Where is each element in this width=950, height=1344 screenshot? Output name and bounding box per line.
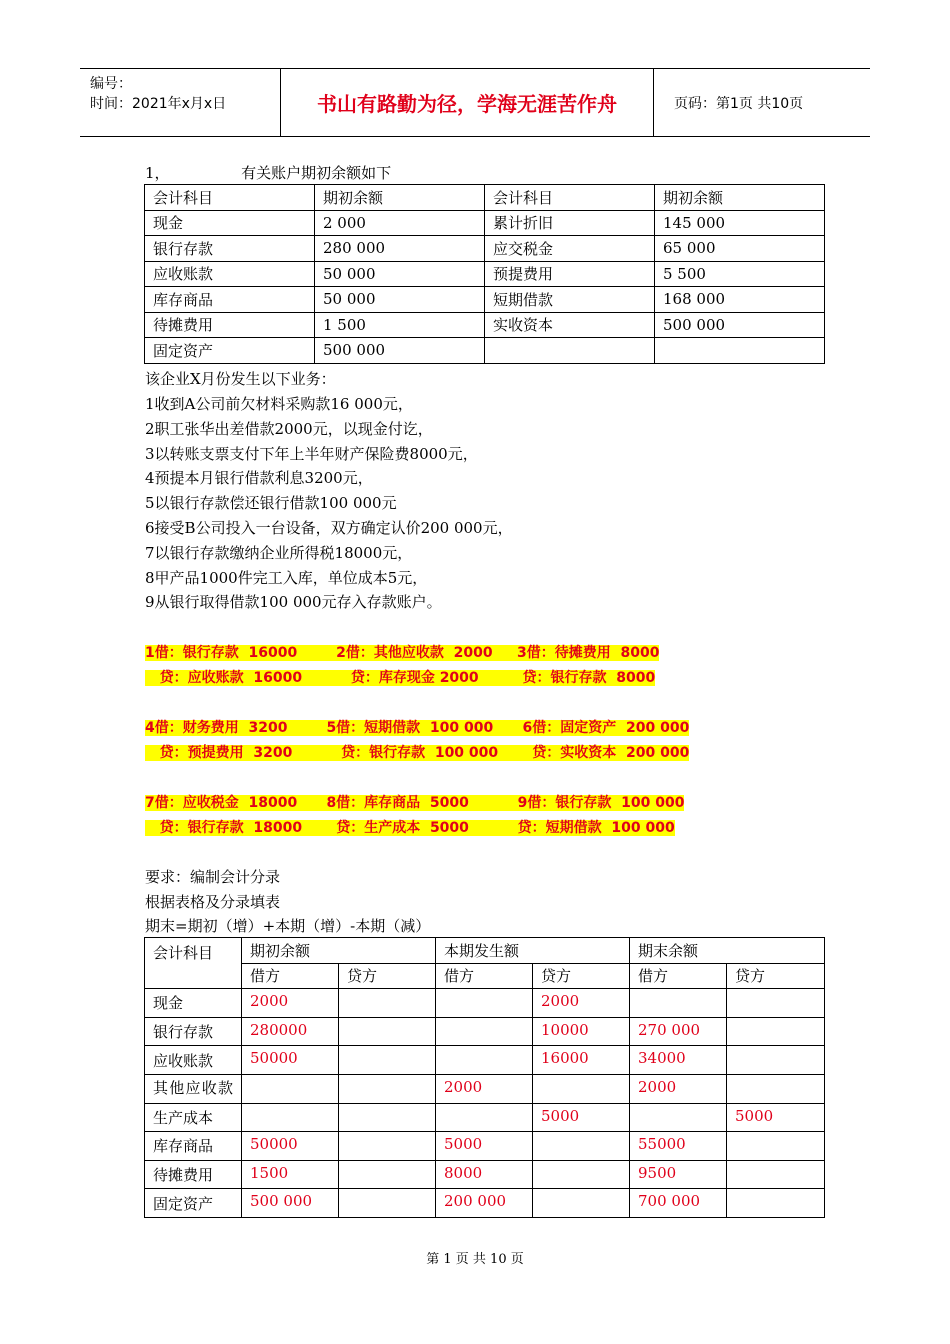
balance-fill-table [144, 937, 825, 1218]
table-subheader-row [145, 963, 825, 989]
table-cell: 会计科目 [485, 185, 655, 211]
amount-cell [436, 1017, 533, 1046]
journal-entry-line [145, 667, 655, 687]
amount-cell: 2000 [533, 989, 630, 1018]
account-name-cell: 现金 [145, 989, 242, 1018]
amount-cell: 55000 [630, 1132, 727, 1161]
table-cell: 待摊费用 [145, 312, 315, 338]
table-cell: 145 000 [655, 210, 825, 236]
table-cell: 库存商品 [145, 287, 315, 313]
amount-cell: 50000 [242, 1046, 339, 1075]
table-cell: 固定资产 [145, 338, 315, 364]
account-name-cell: 库存商品 [145, 1132, 242, 1161]
amount-cell [533, 1160, 630, 1189]
business-intro: 该企业X月份发生以下业务： [145, 370, 336, 388]
table-row [145, 1132, 825, 1161]
account-name-cell: 银行存款 [145, 1017, 242, 1046]
amount-cell: 700 000 [630, 1189, 727, 1218]
table-cell: 短期借款 [485, 287, 655, 313]
table-header-cell: 贷方 [339, 963, 436, 989]
amount-cell: 280000 [242, 1017, 339, 1046]
journal-entry-line [145, 742, 689, 762]
table-header-cell: 贷方 [533, 963, 630, 989]
amount-cell: 16000 [533, 1046, 630, 1075]
account-name-cell: 固定资产 [145, 1189, 242, 1218]
amount-cell: 10000 [533, 1017, 630, 1046]
table-row [145, 338, 825, 364]
table-row [145, 1160, 825, 1189]
amount-cell [727, 1132, 825, 1161]
table-cell: 50 000 [315, 261, 485, 287]
table-row [145, 1046, 825, 1075]
requirement-formula: 期末=期初（增）+本期（增）-本期（减） [145, 917, 431, 935]
amount-cell [339, 1103, 436, 1132]
amount-cell: 5000 [533, 1103, 630, 1132]
table-cell: 500 000 [655, 312, 825, 338]
table-row [145, 989, 825, 1018]
table-cell [485, 338, 655, 364]
amount-cell [727, 1046, 825, 1075]
transaction-item: 7以银行存款缴纳企业所得税18000元， [145, 543, 413, 562]
transaction-item: 4预提本月银行借款利息3200元， [145, 469, 373, 488]
amount-cell [339, 1074, 436, 1103]
transaction-item: 1收到A公司前欠材料采购款16 000元， [145, 395, 413, 413]
table-cell: 现金 [145, 210, 315, 236]
amount-cell [436, 989, 533, 1018]
table-cell: 银行存款 [145, 236, 315, 262]
highlighted-entry: 7借：应收税金 18000 8借：库存商品 5000 9借：银行存款 100 000 [145, 795, 685, 811]
transaction-item: 2职工张华出差借款2000元，以现金付讫， [145, 419, 433, 438]
account-name-cell: 应收账款 [145, 1046, 242, 1075]
highlighted-entry: 贷：预提费用 3200 贷：银行存款 100 000 贷：实收资本 200 000 [145, 745, 690, 761]
amount-cell: 34000 [630, 1046, 727, 1075]
question-title: 1， 有关账户期初余额如下 [145, 164, 392, 182]
table-row [145, 312, 825, 338]
amount-cell [533, 1074, 630, 1103]
amount-cell [339, 1017, 436, 1046]
amount-cell: 200 000 [436, 1189, 533, 1218]
table-cell: 65 000 [655, 236, 825, 262]
amount-cell [727, 1017, 825, 1046]
amount-cell [727, 1074, 825, 1103]
transaction-item: 3以转账支票支付下年上半年财产保险费8000元， [145, 444, 478, 463]
amount-cell: 8000 [436, 1160, 533, 1189]
amount-cell [630, 1103, 727, 1132]
transaction-item: 5以银行存款偿还银行借款100 000元 [145, 494, 397, 513]
transaction-item: 8甲产品1000件完工入库，单位成本5元， [145, 568, 428, 587]
page-info: 页码：第1页 共10页 [674, 95, 804, 112]
table-header-row [145, 938, 825, 964]
requirement-line: 要求：编制会计分录 [145, 868, 281, 886]
table-cell: 500 000 [315, 338, 485, 364]
amount-cell [339, 1160, 436, 1189]
table-cell: 实收资本 [485, 312, 655, 338]
amount-cell: 1500 [242, 1160, 339, 1189]
amount-cell [727, 989, 825, 1018]
table-header-cell: 借方 [630, 963, 727, 989]
journal-entry-line [145, 717, 689, 737]
transaction-item: 9从银行取得借款100 000元存入存款账户。 [145, 593, 442, 612]
header-page-cell [664, 69, 870, 136]
amount-cell [339, 1132, 436, 1161]
table-cell: 1 500 [315, 312, 485, 338]
transaction-item: 6接受B公司投入一台设备，双方确定认价200 000元， [145, 519, 513, 537]
table-row [145, 1103, 825, 1132]
table-header-cell: 本期发生额 [436, 938, 630, 964]
amount-cell: 5000 [727, 1103, 825, 1132]
amount-cell [533, 1189, 630, 1218]
table-row [145, 210, 825, 236]
table-cell: 期初余额 [655, 185, 825, 211]
amount-cell [242, 1074, 339, 1103]
table-cell: 2 000 [315, 210, 485, 236]
table-cell: 280 000 [315, 236, 485, 262]
table-cell: 会计科目 [145, 185, 315, 211]
table-header-cell: 借方 [436, 963, 533, 989]
page-header [80, 68, 870, 137]
amount-cell: 9500 [630, 1160, 727, 1189]
table-cell: 应交税金 [485, 236, 655, 262]
table-row [145, 1189, 825, 1218]
table-header-cell: 贷方 [727, 963, 825, 989]
table-row [145, 261, 825, 287]
amount-cell: 2000 [242, 989, 339, 1018]
highlighted-entry: 4借：财务费用 3200 5借：短期借款 100 000 6借：固定资产 200 000 [145, 720, 690, 736]
amount-cell [339, 1046, 436, 1075]
time-label: 时间：2021年x月x日 [90, 96, 227, 112]
journal-entry-line [145, 792, 684, 812]
requirement-line: 根据表格及分录填表 [145, 893, 281, 911]
table-header-cell: 借方 [242, 963, 339, 989]
journal-entry-line [145, 642, 659, 662]
table-cell: 5 500 [655, 261, 825, 287]
amount-cell: 270 000 [630, 1017, 727, 1046]
table-row [145, 287, 825, 313]
table-row [145, 1017, 825, 1046]
amount-cell [727, 1160, 825, 1189]
account-name-cell: 生产成本 [145, 1103, 242, 1132]
table-cell: 168 000 [655, 287, 825, 313]
number-label: 编号： [90, 76, 132, 92]
amount-cell [436, 1046, 533, 1075]
amount-cell: 500 000 [242, 1189, 339, 1218]
table-header-cell: 会计科目 [145, 938, 242, 989]
amount-cell [727, 1189, 825, 1218]
table-cell: 50 000 [315, 287, 485, 313]
table-row [145, 1074, 825, 1103]
amount-cell: 2000 [436, 1074, 533, 1103]
table-cell: 期初余额 [315, 185, 485, 211]
amount-cell: 2000 [630, 1074, 727, 1103]
table-cell: 预提费用 [485, 261, 655, 287]
amount-cell [533, 1132, 630, 1161]
table-header-row [145, 185, 825, 211]
amount-cell [339, 1189, 436, 1218]
amount-cell: 50000 [242, 1132, 339, 1161]
header-left-cell [80, 69, 281, 136]
amount-cell [436, 1103, 533, 1132]
account-name-cell: 其他应收款 [145, 1074, 242, 1103]
journal-entry-line [145, 817, 675, 837]
table-row [145, 236, 825, 262]
page-footer: 第 1 页 共 10 页 [426, 1252, 524, 1267]
account-name-cell: 待摊费用 [145, 1160, 242, 1189]
amount-cell [242, 1103, 339, 1132]
table-header-cell: 期末余额 [630, 938, 825, 964]
highlighted-entry: 1借：银行存款 16000 2借：其他应收款 2000 3借：待摊费用 8000 [145, 645, 660, 661]
table-header-cell: 期初余额 [242, 938, 436, 964]
highlighted-entry: 贷：银行存款 18000 贷：生产成本 5000 贷：短期借款 100 000 [145, 820, 675, 836]
amount-cell: 5000 [436, 1132, 533, 1161]
table-cell: 应收账款 [145, 261, 315, 287]
table-cell: 累计折旧 [485, 210, 655, 236]
amount-cell [339, 989, 436, 1018]
table-cell [655, 338, 825, 364]
highlighted-entry: 贷：应收账款 16000 贷：库存现金 2000 贷：银行存款 8000 [145, 670, 656, 686]
motto: 书山有路勤为径，学海无涯苦作舟 [281, 69, 654, 136]
amount-cell [630, 989, 727, 1018]
opening-balance-table [144, 184, 825, 364]
